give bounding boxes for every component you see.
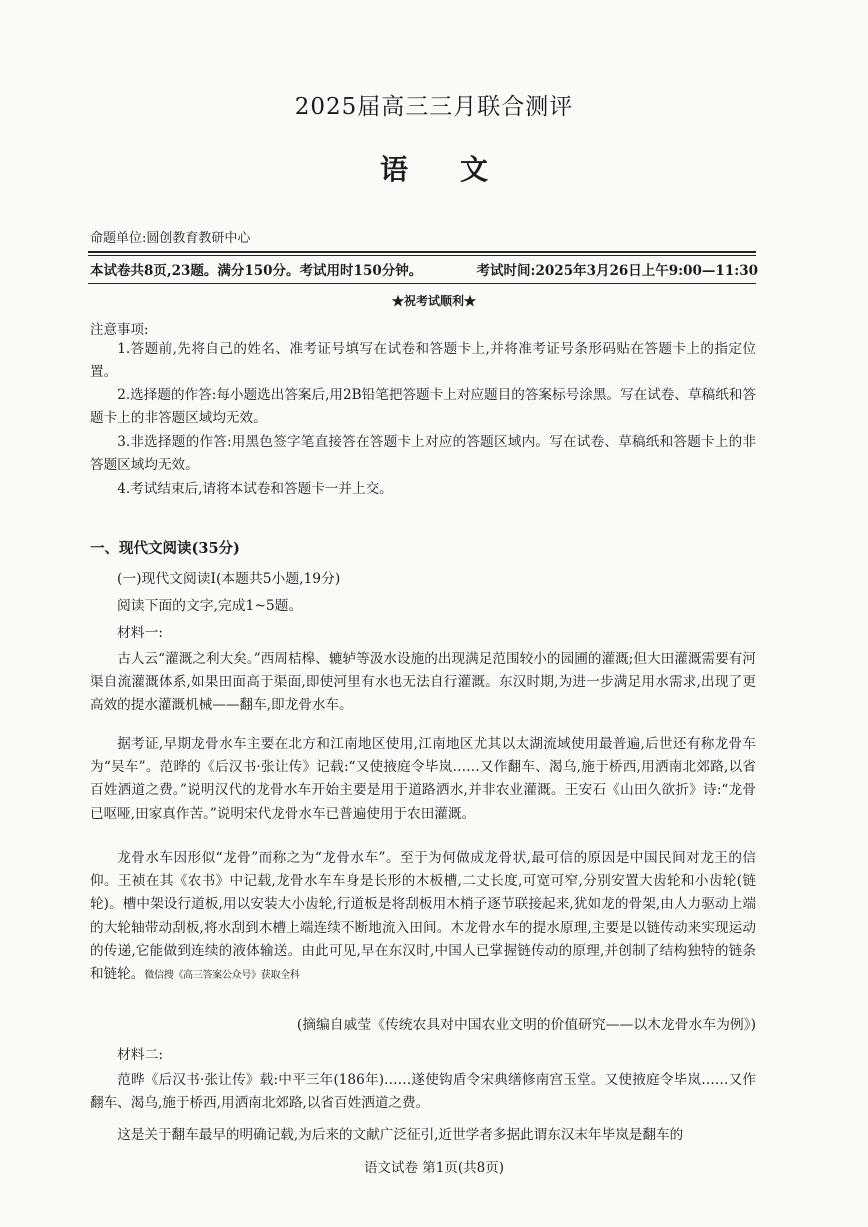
material-1-paragraph-3 <box>90 847 756 987</box>
source-citation: (摘编自戚莹《传统农具对中国农业文明的价值研究——以木龙骨水车为例》) <box>296 1017 756 1033</box>
notice-item-4: 4.考试结束后,请将本试卷和答题卡一并上交。 <box>117 481 393 497</box>
material-2-paragraph-1: 范晔《后汉书·张让传》载:中平三年(186年)……遂使钩盾令宋典缮修南宫玉堂。又使掖庭令毕岚……又作翻车、渴乌,施于桥西,用洒南北郊路,以省百姓洒道之费。 <box>90 1072 756 1112</box>
material-1-label: 材料一: <box>117 625 164 641</box>
material-2-paragraph-2: 这是关于翻车最早的明确记载,为后来的文献广泛征引,近世学者多据此谓东汉末年毕岚是翻车的 <box>117 1127 684 1143</box>
exam-time: 考试时间:2025年3月26日上午9:00—11:30 <box>476 263 758 279</box>
material-1-paragraph-3-text: 龙骨水车因形似“龙骨”而称之为“龙骨水车”。至于为何做成龙骨状,最可信的原因是中国民间对龙王的信仰。王祯在其《农书》中记载,龙骨水车车身是长形的木板槽,二丈长度,可宽可窄,分别安置大齿轮和小齿轮(链轮)。槽中架设行道板,用以安装大小齿轮,行道板是将刮板用木梢子逐节联接起来,犹如龙的骨架,由人力驱动上端的大轮轴带动刮板,将水刮到木槽上端连续不断地流入田间。木龙骨水车的提水原理,主要是以链传动来实现运动的传递,它能做到连续的液体输送。由此可见,早在东汉时,中国人已掌握链传动的原理,并创制了结构独特的链条和链轮。 <box>90 850 756 983</box>
author-line: 命题单位:圆创教育教研中心 <box>90 231 251 246</box>
material-2-label: 材料二: <box>117 1047 164 1063</box>
exam-info: 本试卷共8页,23题。满分150分。考试用时150分钟。 <box>90 263 423 279</box>
good-luck-banner: ★祝考试顺利★ <box>391 294 476 308</box>
subject-char-2: 文 <box>460 153 489 186</box>
notice-item-1: 1.答题前,先将自己的姓名、准考证号填写在试卷和答题卡上,并将准考证号条形码贴在答题卡上的指定位置。 <box>90 341 756 381</box>
instruction-text: 阅读下面的文字,完成1~5题。 <box>117 598 303 614</box>
subsection-heading: (一)现代文阅读Ⅰ(本题共5小题,19分) <box>117 571 341 587</box>
material-1-paragraph-1: 古人云“灌溉之利大矣。”西周桔槔、辘轳等汲水设施的出现满足范围较小的园圃的灌溉;但大田灌溉需要有河渠自流灌溉体系,如果田面高于渠面,即使河里有水也无法自行灌溉。东汉时期,为进一步满足用水需求,出现了更高效的提水灌溉机械——翻车,即龙骨水车。 <box>90 651 756 714</box>
divider-bottom <box>88 283 756 284</box>
material-1-paragraph-2: 据考证,早期龙骨水车主要在北方和江南地区使用,江南地区尤其以太湖流域使用最普遍,后世还有称龙骨车为“吴车”。范晔的《后汉书·张让传》记载:“又使掖庭令毕岚……又作翻车、渴乌,施于桥西,用洒南北郊路,以省百姓洒道之费。”说明汉代的龙骨水车开始主要是用于道路洒水,并非农业灌溉。王安石《山田久欲折》诗:“龙骨已呕哑,田家真作苦。”说明宋代龙骨水车已普遍使用于农田灌溉。 <box>90 736 756 822</box>
page-footer: 语文试卷 第1页(共8页) <box>363 1160 504 1176</box>
notice-heading: 注意事项: <box>90 322 149 338</box>
notice-item-3: 3.非选择题的作答:用黑色签字笔直接答在答题卡上对应的答题区域内。写在试卷、草稿纸和答题卡上的非答题区域均无效。 <box>90 434 756 474</box>
watermark-text: 微信搜《高三答案公众号》获取全科 <box>144 970 300 982</box>
divider-top-thick <box>88 251 756 253</box>
divider-top-thin <box>88 255 756 256</box>
section-heading: 一、现代文阅读(35分) <box>90 540 240 557</box>
subject-char-1: 语 <box>379 153 408 186</box>
exam-title: 2025届高三三月联合测评 <box>294 94 574 120</box>
subject-title <box>0 148 868 188</box>
notice-item-2: 2.选择题的作答:每小题选出答案后,用2B铅笔把答题卡上对应题目的答案标号涂黑。写在试卷、草稿纸和答题卡上的非答题区域均无效。 <box>90 387 756 427</box>
